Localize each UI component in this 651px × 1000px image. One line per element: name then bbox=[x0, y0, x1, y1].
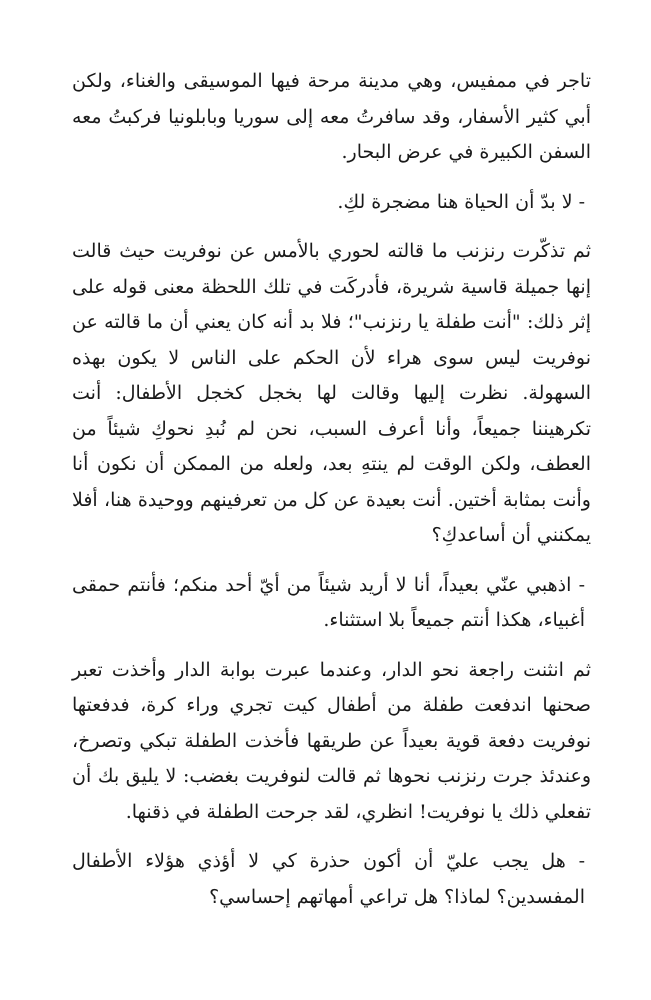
paragraph-gap bbox=[72, 554, 591, 568]
paragraph-dialogue-2: - اذهبي عنّي بعيداً، أنا لا أريد شيئاً من أيّ أحد منكم؛ فأنتم حمقى أغبياء، هكذا أنتم جميعاً بلا استثناء. bbox=[72, 573, 585, 631]
paragraph-gap bbox=[72, 830, 591, 844]
paragraph-narrative-3: ثم انثنت راجعة نحو الدار، وعندما عبرت بوابة الدار وأخذت تعبر صحنها اندفعت طفلة من أطفال كيت تجري وراء كرة، فدفعتها نوفريت دفعة قوية بعيداً عن طريقها فأخذت الطفلة تبكي وتصرخ، وعندئذ جرت رنزنب نحوها ثم قالت لنوفريت بغضب: لا يليق بك أن تفعلي ذلك يا نوفريت! انظري، لقد جرحت الطفلة في ذقنها. bbox=[72, 658, 591, 823]
paragraph-narrative-1: تاجر في ممفيس، وهي مدينة مرحة فيها الموسيقى والغناء، ولكن أبي كثير الأسفار، وقد سافرتُ معه إلى سوريا وبابلونيا فركبتُ معه السفن الكبيرة في عرض البحار. bbox=[72, 70, 591, 163]
paragraph-gap bbox=[72, 639, 591, 653]
paragraph-narrative-2: ثم تذكّرت رنزنب ما قالته لحوري بالأمس عن نوفريت حيث قالت إنها جميلة قاسية شريرة، فأدركَت في تلك اللحظة معنى قوله على إثر ذلك: "أنت طفلة يا رنزنب"؛ فلا بد أنه كان يعني أن ما قالته عن نوفريت ليس سوى هراء لأن الحكم على الناس لا يكون بهذه السهولة. نظرت إليها وقالت لها بخجل كخجل الأطفال: أنت تكرهيننا جميعاً، وأنا أعرف السبب، نحن لم نُبدِ نحوكِ شيئاً من العطف، ولكن الوقت لم ينتهِ بعد، ولعله من الممكن أن نكون أنا وأنت بمثابة أختين. أنت بعيدة عن كل من تعرفينهم ووحيدة هنا، أفلا يمكنني أن أساعدكِ؟ bbox=[72, 240, 591, 546]
paragraph-gap bbox=[72, 171, 591, 185]
paragraph-gap bbox=[72, 220, 591, 234]
book-page bbox=[0, 64, 651, 915]
paragraph-dialogue-1: - لا بدّ أن الحياة هنا مضجرة لكِ. bbox=[337, 190, 585, 213]
paragraph-dialogue-3: - هل يجب عليّ أن أكون حذرة كي لا أؤذي هؤلاء الأطفال المفسدين؟ لماذا؟ هل تراعي أمهاتهم إحساسي؟ bbox=[72, 850, 585, 908]
